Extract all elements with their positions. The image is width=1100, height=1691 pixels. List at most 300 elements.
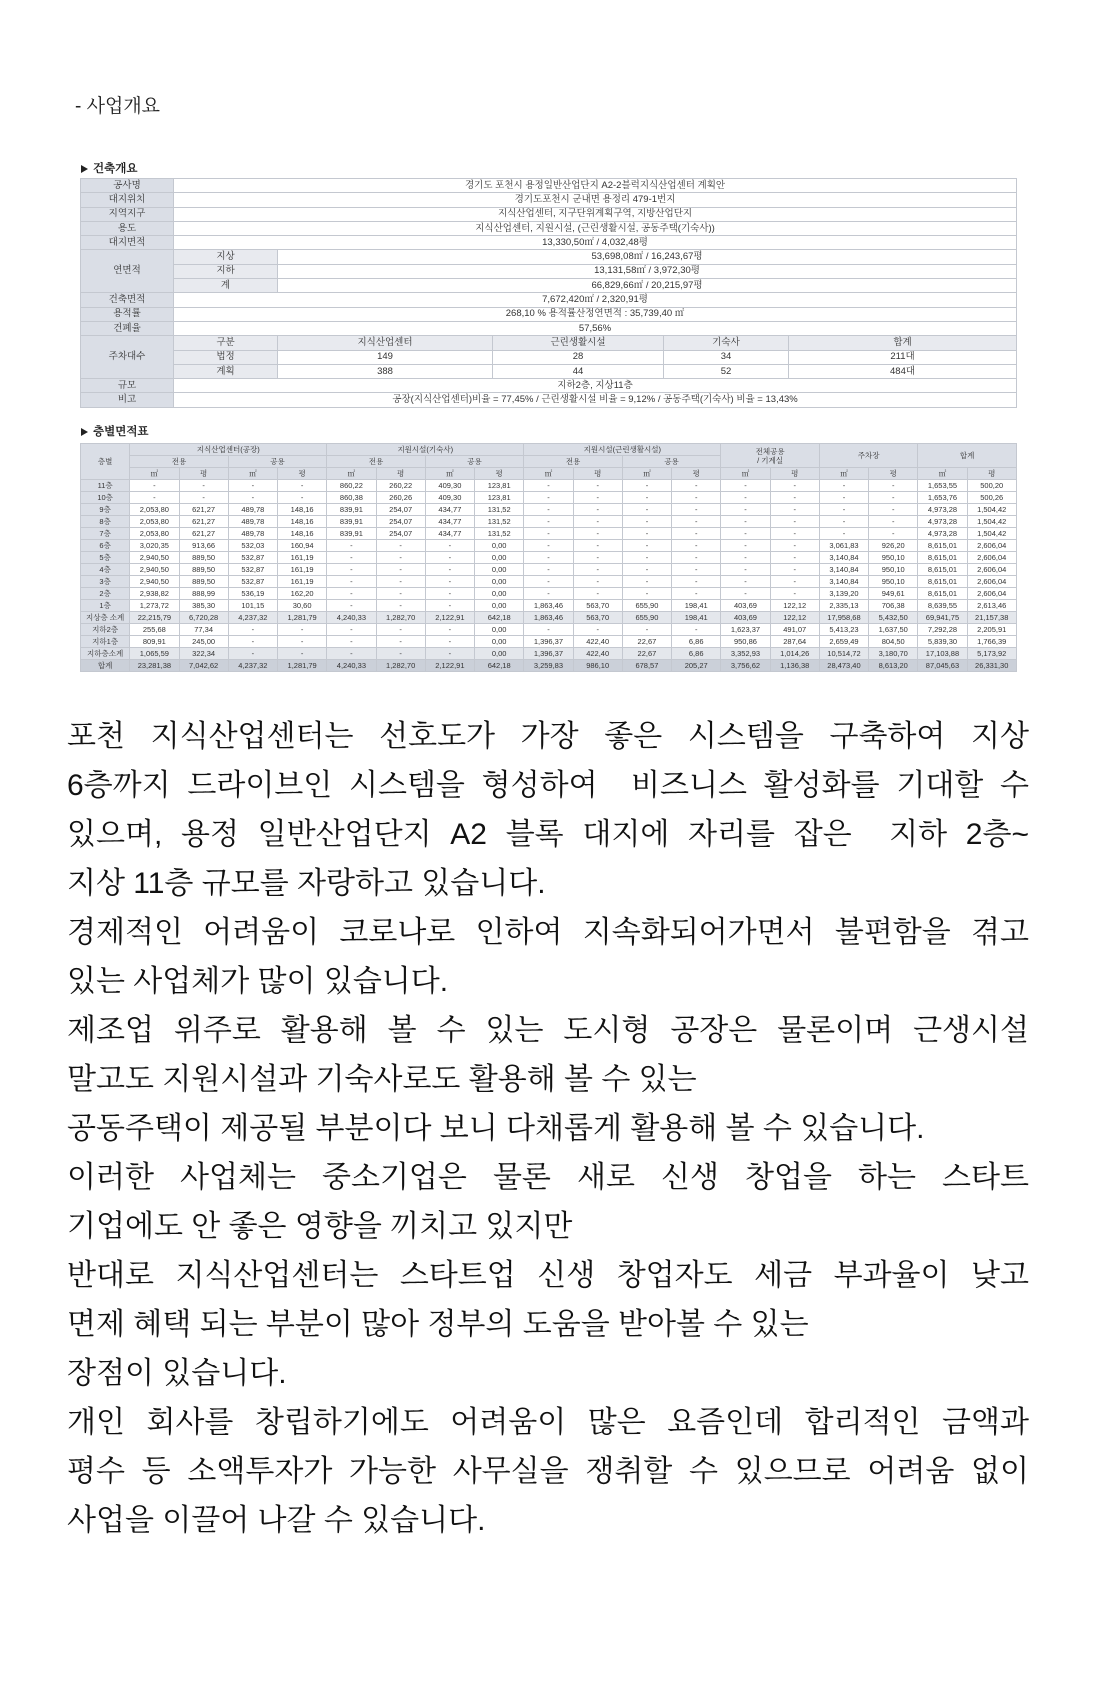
area-cell: 254,07 xyxy=(376,528,425,540)
area-cell: 678,57 xyxy=(622,660,671,672)
area-cell: - xyxy=(721,564,770,576)
unit-header-cell: ㎡ xyxy=(819,468,868,480)
area-cell: 123,81 xyxy=(475,492,524,504)
area-cell: 2,606,04 xyxy=(967,576,1016,588)
area-cell: 621,27 xyxy=(179,528,228,540)
area-cell: 532,87 xyxy=(228,564,277,576)
area-cell: 5,173,92 xyxy=(967,648,1016,660)
area-cell: 3,352,93 xyxy=(721,648,770,660)
table-row xyxy=(81,528,1017,540)
area-cell: 532,87 xyxy=(228,576,277,588)
area-cell: 1,396,37 xyxy=(524,636,573,648)
area-cell: 8,615,01 xyxy=(918,540,967,552)
area-cell: 2,613,46 xyxy=(967,600,1016,612)
area-cell: - xyxy=(721,492,770,504)
group-header-total: 합계 xyxy=(918,444,1017,468)
parking-row-label: 법정 xyxy=(174,350,278,364)
area-cell: 17,103,88 xyxy=(918,648,967,660)
area-cell: 2,606,04 xyxy=(967,588,1016,600)
sub-header-common: 공용 xyxy=(228,456,327,468)
area-cell: 2,606,04 xyxy=(967,552,1016,564)
area-cell: 3,140,84 xyxy=(819,564,868,576)
table-row xyxy=(81,364,1017,378)
floor-header: 층별 xyxy=(81,444,130,480)
area-cell: 0,00 xyxy=(475,588,524,600)
area-cell: - xyxy=(672,576,721,588)
area-cell: - xyxy=(770,492,819,504)
area-cell: 8,615,01 xyxy=(918,552,967,564)
table-row xyxy=(81,576,1017,588)
area-cell: 161,19 xyxy=(278,552,327,564)
area-cell: 621,27 xyxy=(179,504,228,516)
area-cell: 322,34 xyxy=(179,648,228,660)
area-cell: - xyxy=(425,576,474,588)
table-row xyxy=(81,221,1017,235)
unit-header-cell: 평 xyxy=(967,468,1016,480)
underground-value: 13,131,58㎡ / 3,972,30평 xyxy=(278,264,1017,278)
area-cell: 131,52 xyxy=(475,528,524,540)
area-cell: - xyxy=(524,516,573,528)
area-cell: 1,766,39 xyxy=(967,636,1016,648)
table-row xyxy=(81,350,1017,364)
body-line: 지상 11층 규모를 자랑하고 있습니다. xyxy=(67,867,546,900)
area-cell: 434,77 xyxy=(425,504,474,516)
table-row xyxy=(81,379,1017,393)
triangle-right-icon xyxy=(81,428,88,436)
area-cell: 403,69 xyxy=(721,600,770,612)
area-cell: - xyxy=(425,588,474,600)
area-cell: 245,00 xyxy=(179,636,228,648)
area-cell: 8,615,01 xyxy=(918,564,967,576)
site-area-value: 13,330,50㎡ / 4,032,48평 xyxy=(174,236,1017,250)
floor-label: 4층 xyxy=(81,564,130,576)
area-cell: - xyxy=(622,492,671,504)
group-header-common-line2: / 기계실 xyxy=(757,455,784,465)
area-cell: 22,67 xyxy=(622,648,671,660)
area-cell: - xyxy=(672,624,721,636)
body-line: 경제적인 어려움이 코로나로 인하여 지속화되어가면서 불편함을 겪고 xyxy=(67,916,1029,949)
area-cell: - xyxy=(327,588,376,600)
floor-label: 8층 xyxy=(81,516,130,528)
area-cell: - xyxy=(672,492,721,504)
area-cell: - xyxy=(425,552,474,564)
area-cell: - xyxy=(770,564,819,576)
area-cell: 0,00 xyxy=(475,624,524,636)
area-cell: 1,863,46 xyxy=(524,600,573,612)
table-row xyxy=(81,564,1017,576)
area-cell: 950,86 xyxy=(721,636,770,648)
area-cell: - xyxy=(327,576,376,588)
area-cell: - xyxy=(425,540,474,552)
parking-cell: 28 xyxy=(493,350,664,364)
section-heading: - 사업개요 xyxy=(75,96,161,117)
area-cell: - xyxy=(179,480,228,492)
area-cell: - xyxy=(573,552,622,564)
area-cell: 1,281,79 xyxy=(278,612,327,624)
area-cell: - xyxy=(130,492,179,504)
area-cell: - xyxy=(278,480,327,492)
area-cell: 21,157,38 xyxy=(967,612,1016,624)
area-cell: 4,240,33 xyxy=(327,612,376,624)
area-cell: 287,64 xyxy=(770,636,819,648)
area-cell: - xyxy=(819,516,868,528)
floor-label: 합계 xyxy=(81,660,130,672)
table-row xyxy=(81,307,1017,321)
area-cell: 87,045,63 xyxy=(918,660,967,672)
area-cell: 0,00 xyxy=(475,552,524,564)
area-cell: - xyxy=(672,564,721,576)
table-row xyxy=(81,624,1017,636)
area-cell: - xyxy=(573,480,622,492)
table-row xyxy=(81,179,1017,193)
area-cell: 2,053,80 xyxy=(130,516,179,528)
parking-cell: 388 xyxy=(278,364,493,378)
area-cell: 0,00 xyxy=(475,636,524,648)
area-cell: - xyxy=(376,552,425,564)
area-cell: 23,281,38 xyxy=(130,660,179,672)
area-cell: - xyxy=(425,648,474,660)
table-row xyxy=(81,540,1017,552)
underground-label: 지하 xyxy=(174,264,278,278)
area-cell: - xyxy=(622,576,671,588)
area-cell: 198,41 xyxy=(672,600,721,612)
parking-cell: 34 xyxy=(664,350,789,364)
area-cell: 122,12 xyxy=(770,612,819,624)
table-row xyxy=(81,636,1017,648)
unit-header-cell: ㎡ xyxy=(524,468,573,480)
area-cell: 77,34 xyxy=(179,624,228,636)
table-row xyxy=(81,480,1017,492)
floor-table-title-text: 층별면적표 xyxy=(93,426,149,438)
gross-total-value: 66,829,66㎡ / 20,215,97평 xyxy=(278,279,1017,293)
area-cell: - xyxy=(672,480,721,492)
area-cell: - xyxy=(425,564,474,576)
unit-header-cell: ㎡ xyxy=(130,468,179,480)
zoning-label: 지역지구 xyxy=(81,207,174,221)
area-cell: - xyxy=(524,552,573,564)
area-cell: 3,061,83 xyxy=(819,540,868,552)
area-cell: 489,78 xyxy=(228,528,277,540)
area-cell: - xyxy=(869,480,918,492)
overview-title-text: 건축개요 xyxy=(93,163,138,175)
area-cell: 434,77 xyxy=(425,516,474,528)
area-cell: 148,16 xyxy=(278,528,327,540)
area-cell: - xyxy=(672,540,721,552)
area-cell: 809,91 xyxy=(130,636,179,648)
area-cell: 986,10 xyxy=(573,660,622,672)
parking-cell: 484대 xyxy=(789,364,1017,378)
area-cell: 255,68 xyxy=(130,624,179,636)
table-row xyxy=(81,250,1017,264)
area-cell: 621,27 xyxy=(179,516,228,528)
area-cell: 385,30 xyxy=(179,600,228,612)
area-cell: 839,91 xyxy=(327,528,376,540)
area-cell: 860,22 xyxy=(327,480,376,492)
area-cell: - xyxy=(376,600,425,612)
area-cell: 1,282,70 xyxy=(376,612,425,624)
area-cell: - xyxy=(425,636,474,648)
floor-label: 5층 xyxy=(81,552,130,564)
area-cell: 2,335,13 xyxy=(819,600,868,612)
sub-header-exclusive: 전용 xyxy=(130,456,229,468)
area-cell: 198,41 xyxy=(672,612,721,624)
area-cell: 4,973,28 xyxy=(918,528,967,540)
floor-label: 10층 xyxy=(81,492,130,504)
area-cell: 422,40 xyxy=(573,636,622,648)
area-cell: - xyxy=(278,492,327,504)
group-header-common-line1: 전체공용 xyxy=(755,446,785,456)
area-cell: 5,839,30 xyxy=(918,636,967,648)
area-cell: - xyxy=(524,480,573,492)
area-cell: 889,50 xyxy=(179,552,228,564)
area-cell: - xyxy=(573,564,622,576)
area-cell: 8,639,55 xyxy=(918,600,967,612)
body-line: 6층까지 드라이브인 시스템을 형성하여 비즈니스 활성화를 기대할 수 xyxy=(67,769,1029,802)
body-line: 평수 등 소액투자가 가능한 사무실을 쟁취할 수 있으므로 어려움 없이 xyxy=(67,1455,1029,1488)
area-cell: - xyxy=(672,528,721,540)
area-cell: 8,615,01 xyxy=(918,576,967,588)
sub-header-exclusive: 전용 xyxy=(524,456,623,468)
table-row xyxy=(81,321,1017,335)
use-value: 지식산업센터, 지원시설, (근린생활시설, 공동주택(기숙사)) xyxy=(174,221,1017,235)
body-line: 포천 지식산업센터는 선호도가 가장 좋은 시스템을 구축하여 지상 xyxy=(67,720,1029,753)
parking-cell: 52 xyxy=(664,364,789,378)
sub-header-exclusive: 전용 xyxy=(327,456,426,468)
table-row xyxy=(81,492,1017,504)
area-cell: 162,20 xyxy=(278,588,327,600)
area-cell: - xyxy=(524,492,573,504)
parking-header-cell: 합계 xyxy=(789,336,1017,350)
area-cell: 804,50 xyxy=(869,636,918,648)
area-cell: 2,940,50 xyxy=(130,552,179,564)
building-area-value: 7,672,420㎡ / 2,320,91평 xyxy=(174,293,1017,307)
area-cell: 260,22 xyxy=(376,480,425,492)
area-cell: - xyxy=(869,528,918,540)
area-cell: 4,237,32 xyxy=(228,612,277,624)
area-cell: 101,15 xyxy=(228,600,277,612)
floor-label: 2층 xyxy=(81,588,130,600)
area-cell: 2,606,04 xyxy=(967,540,1016,552)
area-cell: 563,70 xyxy=(573,612,622,624)
area-cell: - xyxy=(278,624,327,636)
parking-cell: 44 xyxy=(493,364,664,378)
area-cell: 4,237,32 xyxy=(228,660,277,672)
area-cell: - xyxy=(721,504,770,516)
table-row xyxy=(81,336,1017,350)
area-cell: - xyxy=(228,636,277,648)
area-cell: 3,140,84 xyxy=(819,576,868,588)
above-ground-value: 53,698,08㎡ / 16,243,67평 xyxy=(278,250,1017,264)
area-cell: - xyxy=(524,564,573,576)
area-cell: 3,259,83 xyxy=(524,660,573,672)
area-cell: - xyxy=(622,552,671,564)
body-line: 공동주택이 제공될 부분이다 보니 다채롭게 활용해 볼 수 있습니다. xyxy=(67,1112,925,1145)
table-row xyxy=(81,660,1017,672)
area-cell: - xyxy=(376,624,425,636)
area-cell: 6,86 xyxy=(672,648,721,660)
area-cell: 1,014,26 xyxy=(770,648,819,660)
unit-header-cell: ㎡ xyxy=(918,468,967,480)
area-cell: 500,20 xyxy=(967,480,1016,492)
body-line: 있으며, 용정 일반산업단지 A2 블록 대지에 자리를 잡은 지하 2층~ xyxy=(67,818,1029,851)
area-cell: 4,973,28 xyxy=(918,504,967,516)
area-cell: - xyxy=(819,528,868,540)
body-line: 제조업 위주로 활용해 볼 수 있는 도시형 공장은 물론이며 근생시설 xyxy=(67,1014,1029,1047)
area-cell: - xyxy=(376,564,425,576)
area-cell: 1,623,37 xyxy=(721,624,770,636)
unit-header-cell: ㎡ xyxy=(327,468,376,480)
area-cell: 1,637,50 xyxy=(869,624,918,636)
area-cell: 4,240,33 xyxy=(327,660,376,672)
area-cell: 0,00 xyxy=(475,540,524,552)
area-cell: - xyxy=(278,636,327,648)
group-header-parking: 주차장 xyxy=(819,444,918,468)
parking-header-cell: 지식산업센터 xyxy=(278,336,493,350)
area-cell: - xyxy=(622,516,671,528)
building-coverage-label: 건폐율 xyxy=(81,321,174,335)
unit-header-cell: 평 xyxy=(573,468,622,480)
scale-value: 지하2층, 지상11층 xyxy=(174,379,1017,393)
remarks-label: 비고 xyxy=(81,393,174,407)
area-cell: - xyxy=(869,492,918,504)
area-cell: 889,50 xyxy=(179,564,228,576)
area-cell: - xyxy=(622,588,671,600)
area-cell: 2,122,91 xyxy=(425,612,474,624)
area-cell: 0,00 xyxy=(475,648,524,660)
area-cell: - xyxy=(524,588,573,600)
area-cell: 1,653,55 xyxy=(918,480,967,492)
parking-row-label: 계획 xyxy=(174,364,278,378)
building-overview-table xyxy=(80,178,1017,408)
table-row xyxy=(81,293,1017,307)
area-cell: - xyxy=(376,576,425,588)
area-cell: 950,10 xyxy=(869,552,918,564)
overview-title xyxy=(81,162,137,176)
area-cell: 17,958,68 xyxy=(819,612,868,624)
parking-cell: 149 xyxy=(278,350,493,364)
area-cell: 489,78 xyxy=(228,516,277,528)
body-text xyxy=(67,712,1029,1545)
area-cell: - xyxy=(770,528,819,540)
use-label: 용도 xyxy=(81,221,174,235)
area-cell: 950,10 xyxy=(869,564,918,576)
unit-header-cell: ㎡ xyxy=(228,468,277,480)
area-cell: 403,69 xyxy=(721,612,770,624)
area-cell: 69,941,75 xyxy=(918,612,967,624)
area-cell: 409,30 xyxy=(425,492,474,504)
area-cell: 4,973,28 xyxy=(918,516,967,528)
area-cell: 1,653,76 xyxy=(918,492,967,504)
area-cell: - xyxy=(721,576,770,588)
area-cell: 6,86 xyxy=(672,636,721,648)
floor-label: 9층 xyxy=(81,504,130,516)
parking-header-cell: 구분 xyxy=(174,336,278,350)
site-area-label: 대지면적 xyxy=(81,236,174,250)
area-cell: 161,19 xyxy=(278,564,327,576)
area-cell: 642,18 xyxy=(475,612,524,624)
table-row xyxy=(81,193,1017,207)
area-cell: 2,940,50 xyxy=(130,576,179,588)
building-area-label: 건축면적 xyxy=(81,293,174,307)
area-cell: 926,20 xyxy=(869,540,918,552)
area-cell: - xyxy=(770,552,819,564)
area-cell: 1,504,42 xyxy=(967,516,1016,528)
area-cell: 2,122,91 xyxy=(425,660,474,672)
area-cell: 1,396,37 xyxy=(524,648,573,660)
area-cell: - xyxy=(573,540,622,552)
area-cell: 839,91 xyxy=(327,504,376,516)
floor-label: 11층 xyxy=(81,480,130,492)
above-ground-label: 지상 xyxy=(174,250,278,264)
area-cell: - xyxy=(573,516,622,528)
area-cell: 2,938,82 xyxy=(130,588,179,600)
area-cell: - xyxy=(327,552,376,564)
area-cell: 0,00 xyxy=(475,576,524,588)
area-cell: 532,03 xyxy=(228,540,277,552)
area-cell: 949,61 xyxy=(869,588,918,600)
area-cell: 532,87 xyxy=(228,552,277,564)
area-cell: - xyxy=(869,504,918,516)
area-cell: - xyxy=(721,552,770,564)
area-cell: - xyxy=(179,492,228,504)
area-cell: 3,756,62 xyxy=(721,660,770,672)
area-cell: 6,720,28 xyxy=(179,612,228,624)
area-cell: 860,38 xyxy=(327,492,376,504)
table-row xyxy=(81,588,1017,600)
floor-label: 6층 xyxy=(81,540,130,552)
group-header-factory: 지식산업센터(공장) xyxy=(130,444,327,456)
area-cell: - xyxy=(770,588,819,600)
area-cell: - xyxy=(721,516,770,528)
area-cell: - xyxy=(425,624,474,636)
parking-cell: 211대 xyxy=(789,350,1017,364)
area-cell: - xyxy=(573,588,622,600)
area-cell: - xyxy=(524,540,573,552)
area-cell: - xyxy=(228,648,277,660)
area-cell: 3,139,20 xyxy=(819,588,868,600)
sub-header-common: 공용 xyxy=(425,456,524,468)
body-line: 개인 회사를 창립하기에도 어려움이 많은 요즘인데 합리적인 금액과 xyxy=(67,1406,1029,1439)
table-row xyxy=(81,279,1017,293)
body-line: 사업을 이끌어 나갈 수 있습니다. xyxy=(67,1504,486,1537)
floor-label: 지하층소계 xyxy=(81,648,130,660)
project-name-label: 공사명 xyxy=(81,179,174,193)
floor-label: 지상층 소계 xyxy=(81,612,130,624)
unit-header-row xyxy=(81,468,1017,480)
table-row xyxy=(81,600,1017,612)
area-cell: - xyxy=(327,624,376,636)
remarks-value: 공장(지식산업센터)비율 = 77,45% / 근린생활시설 비율 = 9,12% / 공동주택(기숙사) 비율 = 13,43% xyxy=(174,393,1017,407)
area-cell: 22,67 xyxy=(622,636,671,648)
area-cell: - xyxy=(376,540,425,552)
area-cell: - xyxy=(228,492,277,504)
area-cell: - xyxy=(770,576,819,588)
area-cell: - xyxy=(278,648,327,660)
area-cell: - xyxy=(819,504,868,516)
area-cell: 1,504,42 xyxy=(967,504,1016,516)
group-header-neighborhood: 지원시설(근린생활시설) xyxy=(524,444,721,456)
table-row xyxy=(81,552,1017,564)
site-location-label: 대지위치 xyxy=(81,193,174,207)
area-cell: - xyxy=(770,516,819,528)
area-cell: - xyxy=(721,540,770,552)
floor-table-title xyxy=(81,425,149,439)
area-cell: - xyxy=(622,504,671,516)
area-cell: 1,281,79 xyxy=(278,660,327,672)
area-cell: 5,413,23 xyxy=(819,624,868,636)
floor-label: 3층 xyxy=(81,576,130,588)
area-cell: - xyxy=(524,576,573,588)
